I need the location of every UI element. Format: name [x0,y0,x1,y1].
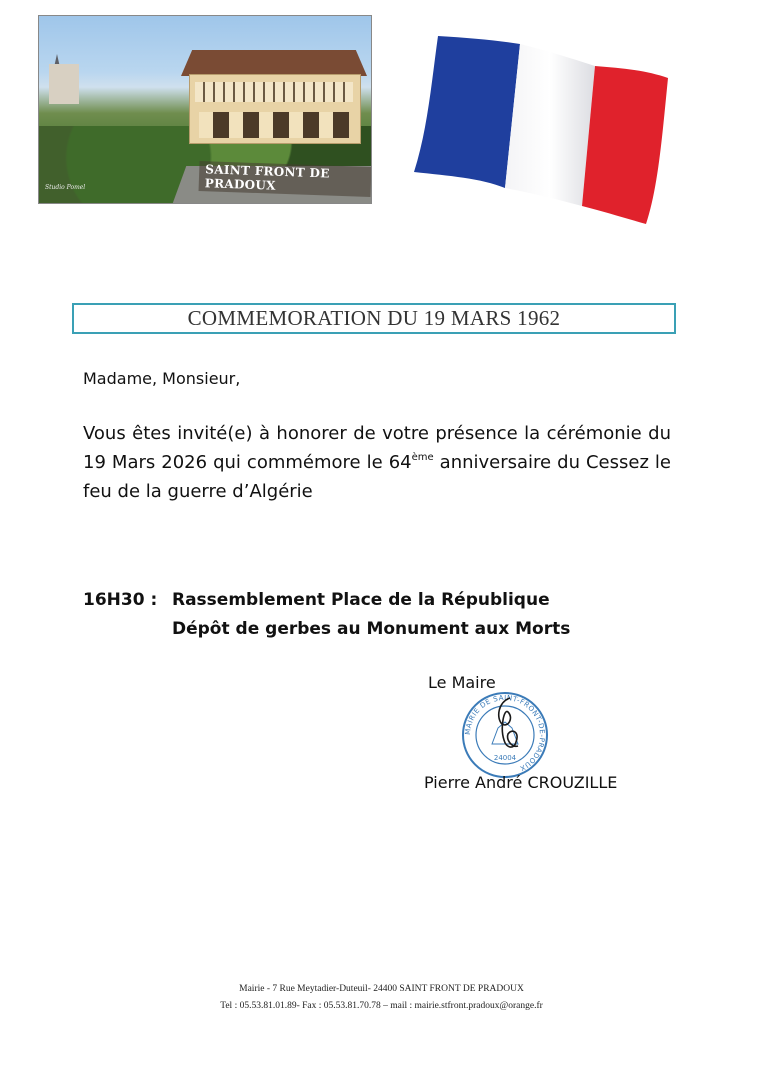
footer-contact: Tel : 05.53.81.01.89- Fax : 05.53.81.70.78 – mail : mairie.stfront.pradoux@orange.fr [220,1001,543,1011]
program-time: 16H30 : [83,590,158,610]
stamp-code: 24004 [493,754,517,762]
photo-church [49,64,79,104]
flag-white-band [505,44,595,206]
photo-gallery [195,82,353,102]
photo-arches [199,112,349,138]
photo-caption: SAINT FRONT DE PRADOUX [199,161,372,197]
flag-red-band [582,66,668,224]
program-line-gathering: Rassemblement Place de la République [172,590,550,610]
mayor-stamp [458,688,552,782]
handwritten-signature [499,698,518,747]
french-flag-icon [410,28,680,228]
invitation-text-2: anniversaire du Cessez le feu de la guerre d’Algérie [83,452,671,502]
mayor-name: Pierre André CROUZILLE [424,773,618,792]
footer-address: Mairie - 7 Rue Meytadier-Duteuil- 24400 SAINT FRONT DE PRADOUX [239,984,524,994]
program-line-wreath: Dépôt de gerbes au Monument aux Morts [172,619,571,639]
invitation-text-1: Vous êtes invité(e) à honorer de votre présence la cérémonie du 19 Mars 2026 qui commémore le 64 [83,423,671,473]
flag-blue-band [414,36,520,188]
stamp-text: MAIRIE DE SAINT-FRONT-DE-PRADOUX [463,693,547,773]
page-title: COMMEMORATION DU 19 MARS 1962 [187,306,561,330]
mayor-title: Le Maire [428,673,496,692]
invitation-paragraph [83,419,671,506]
village-photo [38,15,372,204]
invitation-superscript: ème [411,452,434,463]
salutation: Madame, Monsieur, [83,369,241,388]
title-box [72,303,676,334]
photo-building-roof [181,50,367,76]
photo-signature: Studio Pomel [45,184,86,191]
